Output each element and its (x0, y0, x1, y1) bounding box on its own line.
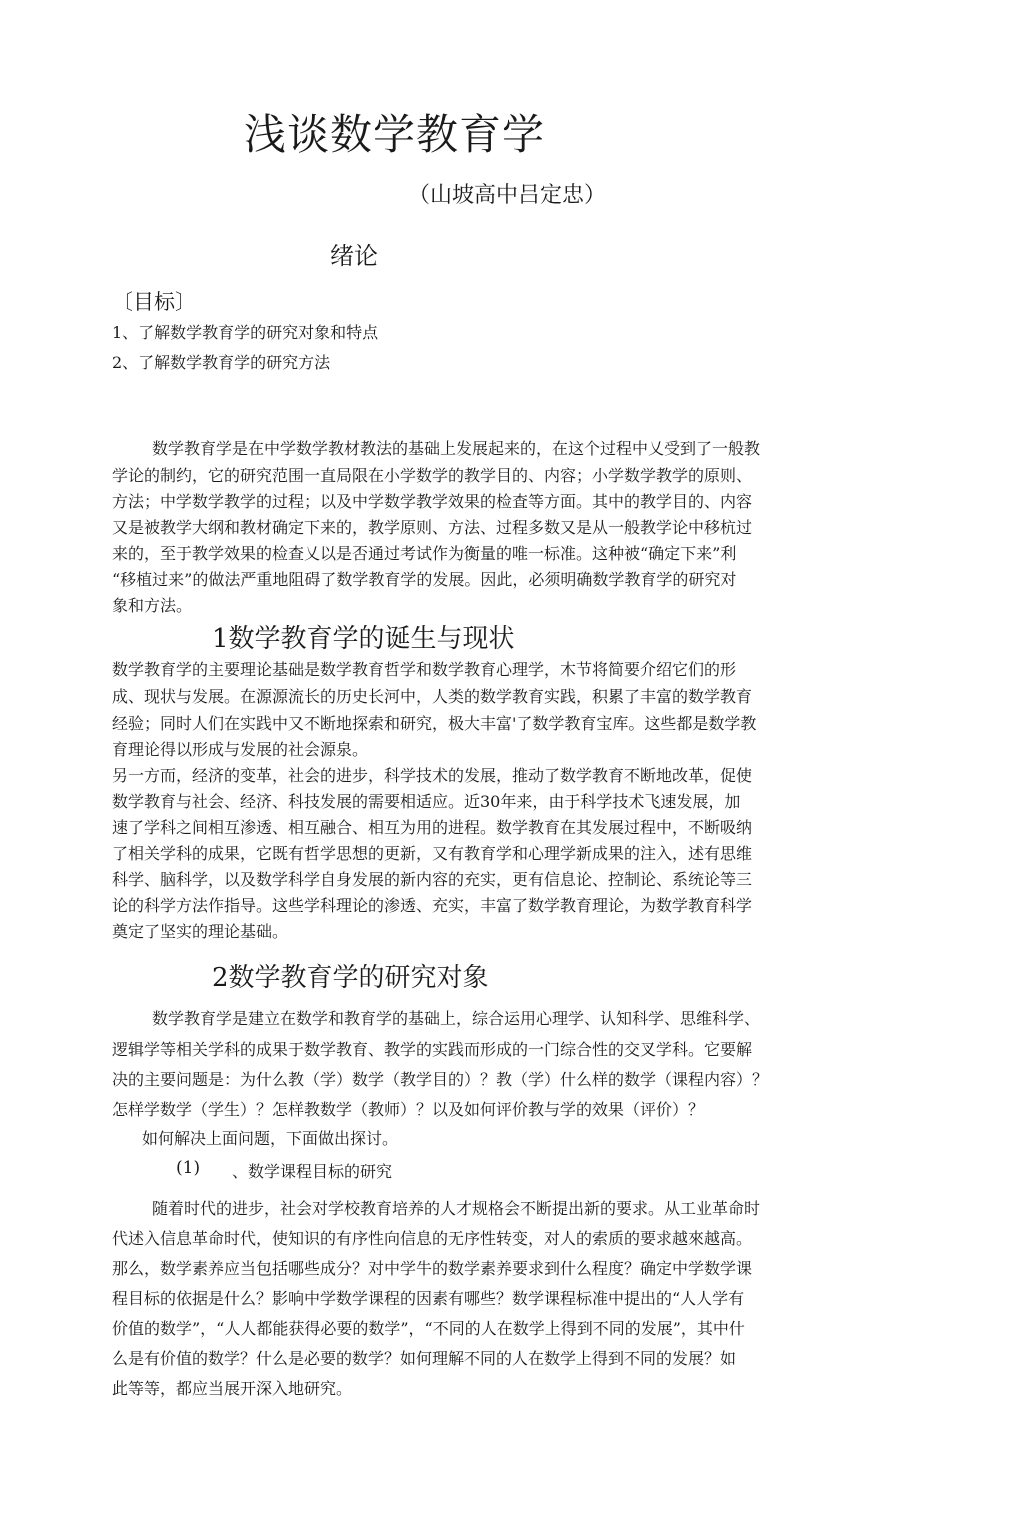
paragraph-line: 如何解决上面问题，下面做出探讨。 (142, 1129, 399, 1148)
paragraph-line: 程目标的依据是什么？影响中学数学课程的因素有哪些？数学课程标准中提出的“人人学有 (112, 1289, 745, 1308)
intro-line: 学论的制约，它的研究范围一直局限在小学数学的教学目的、内容；小学数学教学的原则、 (112, 466, 753, 485)
paragraph-line: 育理论得以形成与发展的社会源泉。 (112, 740, 369, 759)
goal-item: 1、了解数学教育学的研究对象和特点 (112, 323, 379, 342)
intro-line: “移植过来”的做法严重地阻碍了数学教育学的发展。因此，必须明确数学教育学的研究对 (112, 570, 737, 589)
subsection-number: (1) (176, 1158, 201, 1178)
section-heading: 1数学教育学的诞生与现状 (212, 624, 515, 654)
intro-line: 数学教育学是在中学数学教材教法的基础上发展起来的，在这个过程中乂受到了一般教 (152, 439, 761, 458)
paragraph-line: 了相关学科的成果，它既有哲学思想的更新，又有教育学和心理学新成果的注入，述有思维 (112, 844, 753, 863)
paragraph-line: 代述入信息革命时代，使知识的有序性向信息的无序性转变，对人的索质的要求越來越高。 (112, 1229, 753, 1248)
paragraph-line: 速了学科之间相互渗透、相互融合、相互为用的进程。数学教育在其发展过程中，不断吸纳 (112, 818, 753, 837)
goals-heading: 〔目标〕 (112, 290, 196, 314)
subsection-title: 、数学课程目标的研究 (232, 1162, 393, 1181)
paragraph-line: 数学教育学是建立在数学和教育学的基础上，综合运用心理学、认知科学、思维科学、 (152, 1009, 761, 1028)
author-line: （山坡高中吕定忠） (408, 183, 607, 208)
paragraph-line: 么是有价值的数学？什么是必要的数学？如何理解不同的人在数学上得到不同的发展？如 (112, 1349, 737, 1368)
intro-line: 又是被教学大纲和教材确定下来的，教学原则、方法、过程多数又是从一般教学论中移杭过 (112, 518, 753, 537)
paragraph-line: 数学教育与社会、经济、科技发展的需要相适应。近30年来，由于科学技术飞速发展，加 (112, 792, 741, 811)
paragraph-line: 价值的数学”，“人人都能获得必要的数学”，“不同的人在数学上得到不同的发展”，其中什 (112, 1319, 745, 1338)
goal-item: 2、了解数学教育学的研究方法 (112, 353, 331, 372)
paragraph-line: 逻辑学等相关学科的成果于数学教育、教学的实践而形成的一门综合性的交叉学科。它要解 (112, 1040, 753, 1059)
paragraph-line: 奠定了坚实的理论基础。 (112, 922, 289, 941)
paragraph-line: 科学、脑科学，以及数学科学自身发展的新内容的充实，更有信息论、控制论、系统论等三 (112, 870, 753, 889)
document-title: 浅谈数学教育学 (244, 110, 546, 159)
section-heading: 2数学教育学的研究对象 (212, 963, 489, 993)
intro-line: 象和方法。 (112, 596, 193, 615)
paragraph-line: 经验；同时人们在实践中又不断地探索和研究，极大丰富'了数学教育宝库。这些都是数学教 (112, 714, 757, 733)
paragraph-line: 论的科学方法作指导。这些学科理论的渗透、充实，丰富了数学教育理论，为数学教育科学 (112, 896, 753, 915)
paragraph-line: 成、现状与发展。在源源流长的历史长河中，人类的数学教育实践，积累了丰富的数学教育 (112, 687, 753, 706)
paragraph-line: 此等等，都应当展开深入地研究。 (112, 1379, 353, 1398)
intro-line: 方法；中学数学教学的过程；以及中学数学教学效果的检査等方面。其中的教学目的、内容 (112, 492, 753, 511)
paragraph-line: 怎样学数学（学生）？怎样教数学（教师）？以及如何评价教与学的效果（评价）？ (112, 1100, 705, 1119)
paragraph-line: 数学教育学的主要理论基础是数学教育哲学和数学教育心理学，木节将简要介绍它们的形 (112, 660, 737, 679)
paragraph-line: 另一方而，经济的变革，社会的进步，科学技术的发展，推动了数学教育不断地改革，促使 (112, 766, 753, 785)
paragraph-line: 那么，数学素养应当包括哪些成分？对中学牛的数学素养要求到什么程度？确定中学数学课 (112, 1259, 753, 1278)
intro-line: 来的，至于教学效果的检查乂以是否通过考试作为衡量的唯一标准。这种被“确定下来”利 (112, 544, 737, 563)
chapter-heading: 绪论 (330, 242, 378, 270)
paragraph-line: 随着时代的进步，社会对学校教育培养的人才规格会不断提出新的要求。从工业革命时 (152, 1199, 761, 1218)
paragraph-line: 决的主要问题是：为什么教（学）数学（教学目的）？教（学）什么样的数学（课程内容）？ (112, 1070, 769, 1089)
